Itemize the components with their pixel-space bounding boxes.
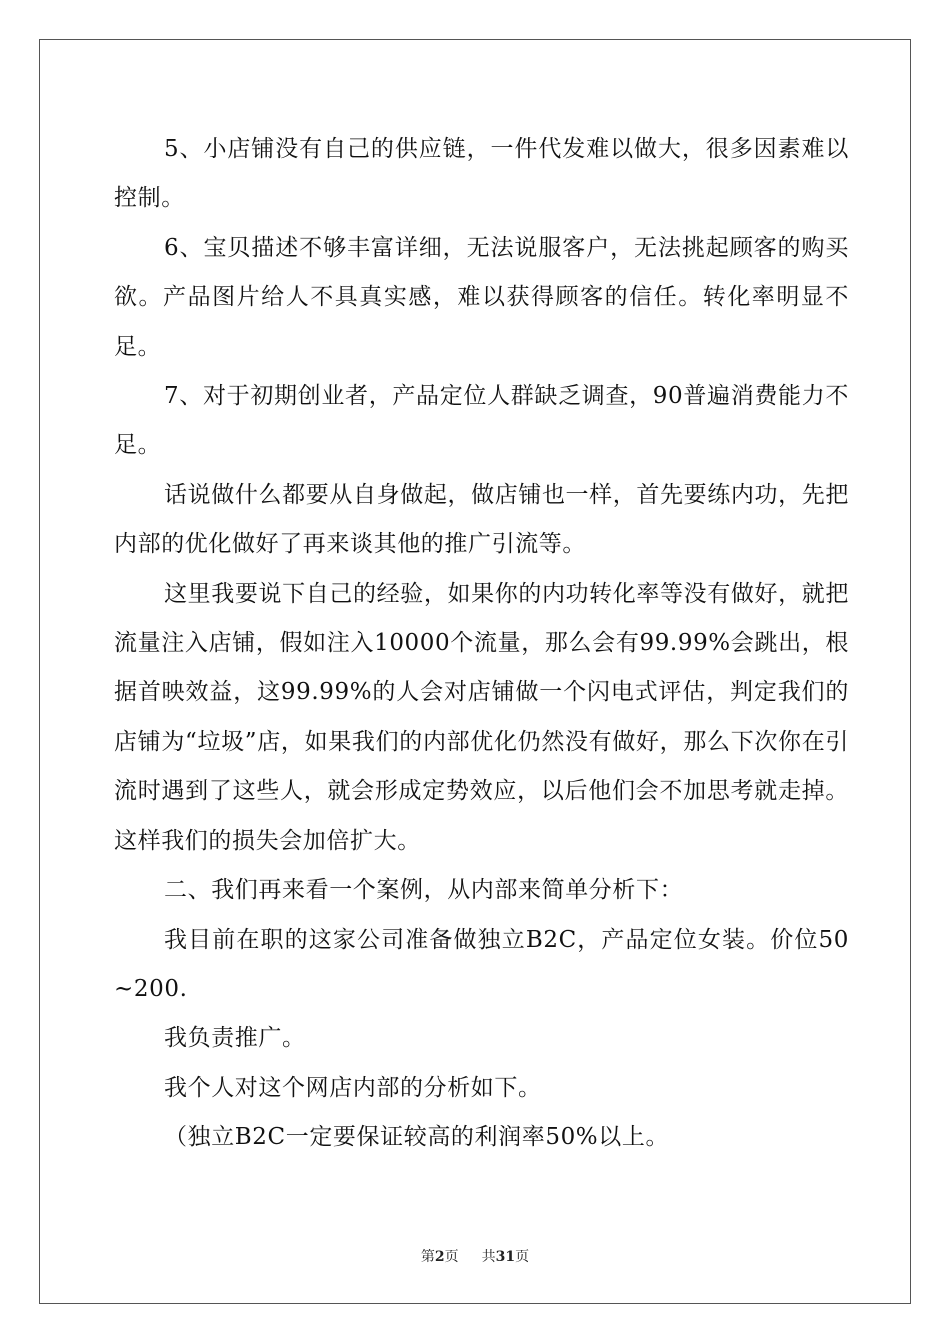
total-pages: 31 [495,1249,516,1265]
paragraph-8: 我负责推广。 [164,1025,306,1052]
page-number: 2 [434,1249,445,1265]
page-footer [0,1246,950,1266]
paragraph-6: 二、我们再来看一个案例，从内部来简单分析下： [164,877,684,904]
document-body [114,125,849,1163]
paragraph-7: 我目前在职的这家公司准备做独立B2C，产品定位女装。价位50~200. [114,926,849,1002]
paragraph-3: 7、对于初期创业者，产品定位人群缺乏调查，90普遍消费能力不足。 [114,383,849,459]
paragraph-5: 这里我要说下自己的经验，如果你的内功转化率等没有做好，就把流量注入店铺，假如注入10000个流量，那么会有99.99%会跳出，根据首映效益，这99.99%的人会对店铺做一个闪电式评估，判定我们的店铺为“垃圾”店，如果我们的内部优化仍然没有做好，那么下次你在引流时遇到了这些人，就会形成定势效应，以后他们会不加思考就走掉。这样我们的损失会加倍扩大。 [114,580,849,854]
total-suffix: 页 [515,1249,530,1265]
paragraph-10: （独立B2C一定要保证较高的利润率50%以上。 [164,1124,670,1151]
page-suffix: 页 [444,1249,459,1265]
paragraph-2: 6、宝贝描述不够丰富详细，无法说服客户，无法挑起顾客的购买欲。产品图片给人不具真实感，难以获得顾客的信任。转化率明显不足。 [114,234,849,360]
paragraph-9: 我个人对这个网店内部的分析如下。 [164,1074,542,1101]
total-prefix: 共 [481,1249,496,1265]
paragraph-4: 话说做什么都要从自身做起，做店铺也一样，首先要练内功，先把内部的优化做好了再来谈其他的推广引流等。 [114,481,849,558]
page-prefix: 第 [420,1249,435,1265]
paragraph-1: 5、小店铺没有自己的供应链，一件代发难以做大，很多因素难以控制。 [114,136,849,212]
